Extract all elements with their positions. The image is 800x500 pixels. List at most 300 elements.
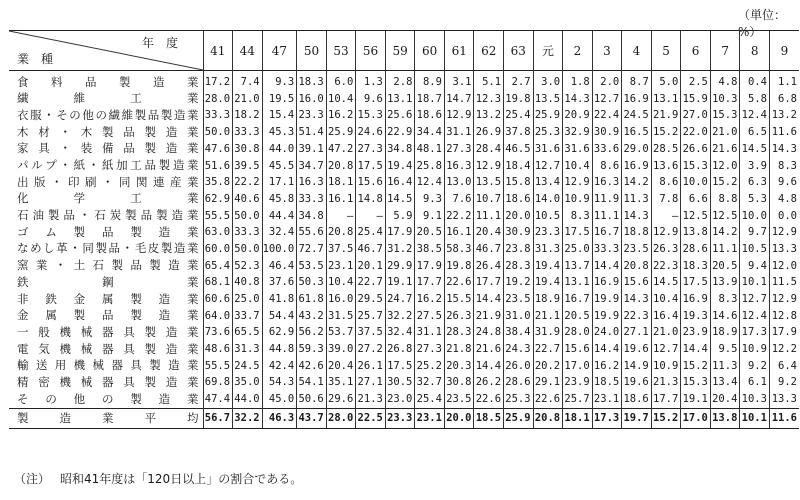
- value-cell: 18.9: [710, 324, 740, 341]
- value-cell: 13.6: [651, 157, 681, 174]
- value-cell: 21.0: [233, 91, 263, 108]
- value-cell: 14.4: [592, 341, 622, 358]
- value-cell: 28.3: [504, 258, 534, 275]
- value-cell: 20.0: [504, 208, 534, 225]
- value-cell: 14.5: [740, 141, 770, 158]
- value-cell: 13.1: [563, 274, 593, 291]
- value-cell: 42.6: [297, 358, 327, 375]
- corner-year-label: 年 度: [142, 36, 179, 50]
- value-cell: 35.0: [233, 374, 263, 391]
- value-cell: 15.3: [681, 374, 711, 391]
- value-cell: 50.6: [297, 391, 327, 408]
- table-row: [9, 324, 799, 341]
- industry-name-cell: 衣服・その他の繊維製品製造業: [17, 107, 199, 122]
- value-cell: 28.0: [326, 408, 356, 428]
- value-cell: 19.2: [504, 274, 534, 291]
- value-cell: 15.3: [681, 157, 711, 174]
- year-header-cell: 53: [326, 31, 356, 71]
- value-cell: 39.1: [297, 141, 327, 158]
- value-cell: 27.3: [356, 141, 386, 158]
- value-cell: 23.3: [297, 107, 327, 124]
- value-cell: 21.8: [444, 341, 474, 358]
- value-cell: 9.7: [740, 224, 770, 241]
- value-cell: 15.9: [681, 91, 711, 108]
- value-cell: 47.2: [326, 141, 356, 158]
- value-cell: 10.4: [326, 91, 356, 108]
- value-cell: 25.0: [233, 291, 263, 308]
- table-row: [9, 308, 799, 325]
- value-cell: 18.5: [474, 408, 504, 428]
- value-cell: 17.7: [474, 274, 504, 291]
- table-body: [9, 71, 799, 429]
- table-row: [9, 374, 799, 391]
- value-cell: 8.3: [710, 291, 740, 308]
- value-cell: 21.6: [710, 141, 740, 158]
- value-cell: 11.1: [474, 208, 504, 225]
- value-cell: 31.0: [504, 308, 534, 325]
- value-cell: 21.1: [533, 308, 563, 325]
- value-cell: 55.5: [203, 358, 233, 375]
- value-cell: 54.1: [297, 374, 327, 391]
- value-cell: 28.0: [563, 324, 593, 341]
- industry-name-cell: パルプ・紙・紙加工品製造業: [17, 158, 199, 173]
- value-cell: 27.2: [356, 341, 386, 358]
- value-cell: 13.4: [533, 174, 563, 191]
- value-cell: 17.9: [769, 324, 799, 341]
- value-cell: 8.7: [622, 71, 652, 91]
- value-cell: 14.4: [474, 358, 504, 375]
- value-cell: 12.9: [444, 107, 474, 124]
- value-cell: 24.5: [622, 107, 652, 124]
- value-cell: 21.6: [474, 341, 504, 358]
- value-cell: 20.9: [563, 107, 593, 124]
- value-cell: 32.2: [385, 308, 415, 325]
- industry-name-cell: 木材・木製品製造業: [17, 124, 199, 139]
- value-cell: 17.5: [385, 358, 415, 375]
- value-cell: 15.5: [444, 291, 474, 308]
- value-cell: 26.2: [474, 374, 504, 391]
- value-cell: 16.2: [326, 107, 356, 124]
- value-cell: 2.5: [681, 71, 711, 91]
- value-cell: 26.8: [385, 341, 415, 358]
- industry-name-cell: 化学工業: [17, 191, 199, 206]
- value-cell: 12.5: [710, 208, 740, 225]
- value-cell: 12.8: [769, 308, 799, 325]
- industry-name-cell: 電気機械器具製造業: [17, 341, 199, 356]
- value-cell: 56.2: [297, 324, 327, 341]
- value-cell: 2.0: [592, 71, 622, 91]
- year-header-cell: 6: [681, 31, 711, 71]
- value-cell: 37.6: [262, 274, 297, 291]
- table-row: [9, 391, 799, 408]
- value-cell: 20.8: [326, 224, 356, 241]
- value-cell: 14.3: [769, 141, 799, 158]
- value-cell: 19.6: [622, 374, 652, 391]
- table-row: [9, 174, 799, 191]
- value-cell: 2.7: [504, 71, 534, 91]
- value-cell: 50.3: [297, 274, 327, 291]
- table-row: [9, 191, 799, 208]
- value-cell: 13.3: [769, 391, 799, 408]
- unit-label: （単位：%）: [738, 8, 787, 39]
- value-cell: 34.4: [415, 124, 445, 141]
- value-cell: 9.2: [740, 358, 770, 375]
- value-cell: 44.4: [262, 208, 297, 225]
- value-cell: 34.8: [297, 208, 327, 225]
- value-cell: 64.0: [203, 308, 233, 325]
- value-cell: 32.2: [233, 408, 263, 428]
- value-cell: 37.5: [326, 241, 356, 258]
- value-cell: 34.8: [385, 141, 415, 158]
- value-cell: 14.4: [681, 341, 711, 358]
- average-row: [9, 408, 799, 428]
- value-cell: 32.7: [415, 374, 445, 391]
- value-cell: 4.8: [710, 71, 740, 91]
- value-cell: 17.3: [592, 408, 622, 428]
- value-cell: 20.8: [622, 258, 652, 275]
- value-cell: 13.9: [710, 274, 740, 291]
- value-cell: 34.7: [297, 157, 327, 174]
- value-cell: 32.9: [563, 124, 593, 141]
- value-cell: 14.3: [622, 291, 652, 308]
- value-cell: 14.4: [474, 291, 504, 308]
- value-cell: 12.5: [681, 208, 711, 225]
- value-cell: 37.5: [356, 324, 386, 341]
- value-cell: 60.6: [203, 291, 233, 308]
- table-row: [9, 341, 799, 358]
- value-cell: 39.5: [233, 157, 263, 174]
- value-cell: 20.8: [326, 157, 356, 174]
- value-cell: 53.5: [297, 258, 327, 275]
- value-cell: 33.3: [233, 124, 263, 141]
- value-cell: 10.4: [563, 157, 593, 174]
- value-cell: 10.9: [740, 341, 770, 358]
- value-cell: —: [356, 208, 386, 225]
- value-cell: 10.3: [710, 91, 740, 108]
- value-cell: 23.3: [533, 224, 563, 241]
- value-cell: 25.4: [504, 107, 534, 124]
- value-cell: 13.2: [474, 107, 504, 124]
- value-cell: 25.7: [563, 391, 593, 408]
- value-cell: 46.4: [262, 258, 297, 275]
- value-cell: 16.9: [681, 291, 711, 308]
- value-cell: 18.8: [622, 224, 652, 241]
- value-cell: 52.3: [233, 258, 263, 275]
- value-cell: 23.1: [415, 408, 445, 428]
- value-cell: 32.4: [262, 224, 297, 241]
- value-cell: 12.9: [651, 224, 681, 241]
- value-cell: 13.0: [444, 174, 474, 191]
- value-cell: 16.9: [592, 274, 622, 291]
- value-cell: 9.1: [415, 208, 445, 225]
- value-cell: 25.3: [533, 124, 563, 141]
- value-cell: 17.5: [356, 157, 386, 174]
- value-cell: 37.8: [504, 124, 534, 141]
- value-cell: 33.3: [233, 224, 263, 241]
- value-cell: 25.3: [504, 391, 534, 408]
- value-cell: 23.8: [504, 241, 534, 258]
- value-cell: 7.4: [233, 71, 263, 91]
- value-cell: 8.3: [769, 157, 799, 174]
- value-cell: 16.2: [592, 358, 622, 375]
- industry-name-cell: 食料品製造業: [17, 74, 199, 89]
- value-cell: 24.3: [504, 341, 534, 358]
- value-cell: 6.5: [740, 124, 770, 141]
- value-cell: 14.0: [533, 191, 563, 208]
- value-cell: 16.7: [592, 224, 622, 241]
- value-cell: 26.1: [356, 358, 386, 375]
- value-cell: —: [326, 208, 356, 225]
- value-cell: 16.3: [444, 157, 474, 174]
- year-header-cell: 2: [563, 31, 593, 71]
- industry-name-cell: 金属製品製造業: [17, 308, 199, 323]
- value-cell: 27.0: [681, 107, 711, 124]
- value-cell: 17.0: [563, 358, 593, 375]
- value-cell: 11.9: [592, 191, 622, 208]
- value-cell: 24.7: [385, 291, 415, 308]
- value-cell: 72.7: [297, 241, 327, 258]
- table-row: [9, 157, 799, 174]
- value-cell: 23.1: [592, 391, 622, 408]
- value-cell: 26.3: [444, 308, 474, 325]
- statistics-table: [9, 30, 799, 429]
- value-cell: 18.5: [592, 374, 622, 391]
- value-cell: 6.8: [769, 91, 799, 108]
- value-cell: 50.0: [203, 124, 233, 141]
- value-cell: 18.1: [563, 408, 593, 428]
- value-cell: 1.3: [356, 71, 386, 91]
- value-cell: 11.1: [592, 208, 622, 225]
- value-cell: 48.6: [203, 341, 233, 358]
- value-cell: 15.4: [262, 107, 297, 124]
- year-header-cell: 60: [415, 31, 445, 71]
- value-cell: 11.6: [769, 408, 799, 428]
- value-cell: 14.4: [592, 258, 622, 275]
- value-cell: 2.8: [385, 71, 415, 91]
- value-cell: 23.9: [681, 324, 711, 341]
- value-cell: 100.0: [262, 241, 297, 258]
- value-cell: 16.9: [622, 157, 652, 174]
- value-cell: 31.6: [533, 141, 563, 158]
- table-row: [9, 258, 799, 275]
- value-cell: 20.0: [444, 408, 474, 428]
- value-cell: 25.4: [356, 224, 386, 241]
- value-cell: 30.8: [444, 374, 474, 391]
- value-cell: 12.7: [651, 341, 681, 358]
- value-cell: 10.3: [740, 391, 770, 408]
- value-cell: 6.6: [681, 191, 711, 208]
- value-cell: 54.4: [262, 308, 297, 325]
- value-cell: 45.0: [262, 391, 297, 408]
- value-cell: 30.9: [504, 224, 534, 241]
- value-cell: 16.0: [297, 91, 327, 108]
- value-cell: 22.2: [233, 174, 263, 191]
- value-cell: 31.1: [444, 124, 474, 141]
- value-cell: 31.9: [533, 324, 563, 341]
- value-cell: 9.3: [415, 191, 445, 208]
- value-cell: 19.1: [385, 274, 415, 291]
- value-cell: 73.6: [203, 324, 233, 341]
- value-cell: 22.7: [356, 274, 386, 291]
- value-cell: 16.3: [297, 174, 327, 191]
- value-cell: 16.0: [326, 291, 356, 308]
- value-cell: 44.0: [262, 141, 297, 158]
- value-cell: 43.7: [297, 408, 327, 428]
- value-cell: 28.6: [681, 241, 711, 258]
- value-cell: 20.4: [474, 224, 504, 241]
- value-cell: 9.2: [769, 374, 799, 391]
- value-cell: 22.5: [356, 408, 386, 428]
- value-cell: 14.3: [563, 91, 593, 108]
- value-cell: 27.1: [356, 374, 386, 391]
- value-cell: 10.4: [326, 274, 356, 291]
- value-cell: 17.5: [563, 224, 593, 241]
- value-cell: 30.5: [385, 374, 415, 391]
- value-cell: 26.6: [681, 141, 711, 158]
- value-cell: 19.5: [262, 91, 297, 108]
- value-cell: 44.0: [233, 391, 263, 408]
- value-cell: 12.9: [769, 291, 799, 308]
- value-cell: 11.5: [769, 274, 799, 291]
- value-cell: 12.7: [740, 291, 770, 308]
- value-cell: 26.4: [474, 258, 504, 275]
- value-cell: 19.8: [444, 258, 474, 275]
- industry-name-cell: 石油製品・石炭製品製造業: [17, 208, 199, 223]
- value-cell: 19.3: [681, 308, 711, 325]
- value-cell: 25.9: [326, 124, 356, 141]
- value-cell: 29.1: [533, 374, 563, 391]
- value-cell: 27.3: [444, 141, 474, 158]
- header-row: [9, 31, 799, 71]
- value-cell: 29.6: [326, 391, 356, 408]
- value-cell: 10.0: [681, 174, 711, 191]
- value-cell: 13.3: [769, 241, 799, 258]
- value-cell: 21.0: [710, 124, 740, 141]
- value-cell: 5.8: [740, 91, 770, 108]
- value-cell: 38.4: [504, 324, 534, 341]
- industry-name-cell: 精密機械器具製造業: [17, 374, 199, 389]
- value-cell: 21.9: [651, 107, 681, 124]
- value-cell: 55.5: [203, 208, 233, 225]
- value-cell: 33.3: [203, 107, 233, 124]
- value-cell: 1.1: [769, 71, 799, 91]
- value-cell: 69.8: [203, 374, 233, 391]
- value-cell: 25.6: [385, 107, 415, 124]
- value-cell: 56.7: [203, 408, 233, 428]
- value-cell: 13.1: [651, 91, 681, 108]
- value-cell: 15.6: [356, 174, 386, 191]
- value-cell: 27.3: [415, 341, 445, 358]
- value-cell: 3.1: [444, 71, 474, 91]
- industry-name-cell: ゴム製品製造業: [17, 224, 199, 239]
- value-cell: 14.2: [710, 224, 740, 241]
- industry-name-cell: 一般機械器具製造業: [17, 324, 199, 339]
- value-cell: 19.1: [681, 391, 711, 408]
- value-cell: 44.8: [262, 341, 297, 358]
- value-cell: 11.3: [710, 358, 740, 375]
- corner-industry-label: 業 種: [17, 52, 54, 66]
- value-cell: 20.1: [356, 258, 386, 275]
- value-cell: 25.7: [356, 308, 386, 325]
- value-cell: 5.9: [385, 208, 415, 225]
- value-cell: 17.3: [740, 324, 770, 341]
- value-cell: 54.3: [262, 374, 297, 391]
- value-cell: 0.4: [740, 71, 770, 91]
- industry-name-cell: 出版・印刷・同関連産業: [17, 174, 199, 189]
- value-cell: 16.1: [444, 224, 474, 241]
- value-cell: 42.4: [262, 358, 297, 375]
- value-cell: 13.4: [710, 374, 740, 391]
- value-cell: 33.3: [592, 241, 622, 258]
- value-cell: 23.5: [504, 291, 534, 308]
- value-cell: 23.9: [563, 374, 593, 391]
- value-cell: 7.6: [444, 191, 474, 208]
- value-cell: 23.1: [326, 258, 356, 275]
- value-cell: 13.8: [710, 408, 740, 428]
- value-cell: 13.1: [385, 91, 415, 108]
- value-cell: 12.9: [474, 157, 504, 174]
- value-cell: 16.4: [651, 308, 681, 325]
- value-cell: 14.5: [385, 191, 415, 208]
- value-cell: 31.3: [533, 241, 563, 258]
- value-cell: 26.0: [504, 358, 534, 375]
- table-row: [9, 124, 799, 141]
- value-cell: 22.4: [592, 107, 622, 124]
- value-cell: 8.6: [592, 157, 622, 174]
- value-cell: 58.3: [444, 241, 474, 258]
- value-cell: 24.0: [592, 324, 622, 341]
- year-header-cell: 62: [474, 31, 504, 71]
- table-row: [9, 224, 799, 241]
- value-cell: 17.7: [415, 274, 445, 291]
- value-cell: 12.0: [769, 258, 799, 275]
- value-cell: 60.0: [203, 241, 233, 258]
- value-cell: 45.5: [262, 157, 297, 174]
- value-cell: 13.5: [533, 91, 563, 108]
- year-header-cell: 44: [233, 31, 263, 71]
- value-cell: 45.3: [262, 124, 297, 141]
- year-header-cell: 7: [710, 31, 740, 71]
- value-cell: 22.6: [444, 274, 474, 291]
- value-cell: 31.6: [563, 141, 593, 158]
- value-cell: 22.0: [681, 124, 711, 141]
- table-row: [9, 71, 799, 91]
- value-cell: 59.3: [297, 341, 327, 358]
- value-cell: 15.2: [651, 408, 681, 428]
- value-cell: 19.9: [592, 291, 622, 308]
- year-header-cell: 59: [385, 31, 415, 71]
- value-cell: 25.0: [563, 241, 593, 258]
- value-cell: 35.1: [326, 374, 356, 391]
- value-cell: 31.5: [326, 308, 356, 325]
- value-cell: 19.9: [592, 308, 622, 325]
- value-cell: 21.3: [356, 391, 386, 408]
- value-cell: 20.5: [415, 224, 445, 241]
- value-cell: 16.4: [385, 174, 415, 191]
- industry-name-cell: その他の製造業: [17, 391, 199, 406]
- value-cell: 15.8: [504, 174, 534, 191]
- value-cell: 24.8: [474, 324, 504, 341]
- year-header-cell: 8: [740, 31, 770, 71]
- value-cell: 19.8: [504, 91, 534, 108]
- value-cell: 15.6: [563, 341, 593, 358]
- industry-name-cell: 鉄鋼業: [17, 274, 199, 289]
- value-cell: 20.4: [710, 391, 740, 408]
- value-cell: 31.1: [415, 324, 445, 341]
- value-cell: 5.0: [651, 71, 681, 91]
- value-cell: 33.3: [297, 191, 327, 208]
- value-cell: 15.3: [710, 107, 740, 124]
